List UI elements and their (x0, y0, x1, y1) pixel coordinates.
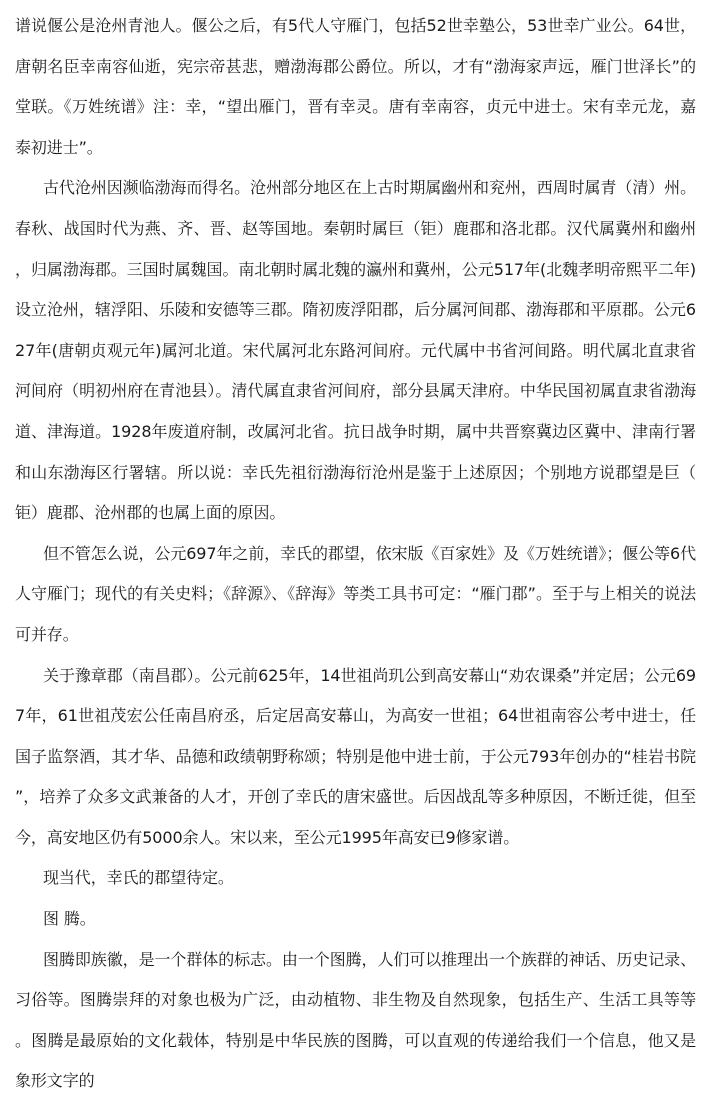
paragraph-yuzhang-commandery: 关于豫章郡（南昌郡）。公元前625年，14世祖尚玑公到高安幕山“劝农课桑”并定居；公元697年，61世祖茂宏公任南昌府丞，后定居高安幕山，为高安一世祖；64世祖南容公考中进士，任国子监祭酒，其才华、品德和政绩朝野称颂；特别是他中进士前，于公元793年创办的“桂岩书院”，培养了众多文武兼备的人才，开创了幸氏的唐宋盛世。后因战乱等多种原因，不断迁徙，但至今，高安地区仍有5000余人。宋以来，至公元1995年高安已9修家谱。 (15, 665, 696, 847)
paragraph-genealogy-origin: 谱说偃公是沧州青池人。偃公之后，有5代人守雁门，包括52世幸塾公，53世幸广业公。64世，唐朝名臣幸南容仙逝，宪宗帝甚悲，赠渤海郡公爵位。所以，才有“渤海家声远，雁门世泽长”的堂联。《万姓统谱》注：幸，“望出雁门，晋有幸灵。唐有幸南容，贞元中进士。宋有幸元龙，嘉泰初进士”。 (15, 16, 696, 157)
paragraph-yanmen-commandery: 但不管怎么说，公元697年之前，幸氏的郡望，依宋版《百家姓》及《万姓统谱》；偃公等6代人守雁门；现代的有关史料；《辞源》、《辞海》等类工具书可定：“雁门郡”。至于与上相关的说法可并存。 (15, 543, 696, 644)
paragraph-totem-description: 图腾即族徽，是一个群体的标志。由一个图腾，人们可以推理出一个族群的神话、历史记录、习俗等。图腾崇拜的对象也极为广泛，由动植物、非生物及自然现象，包括生产、生活工具等等。图腾是最原始的文化载体，特别是中华民族的图腾，可以直观的传递给我们一个信息，他又是象形文字的 (15, 949, 696, 1091)
section-heading-totem: 图 腾。 (43, 909, 96, 929)
paragraph-cangzhou-history: 古代沧州因濒临渤海而得名。沧州部分地区在上古时期属幽州和兖州，西周时属青（清）州。春秋、战国时代为燕、齐、晋、赵等国地。秦朝时属巨（钜）鹿郡和洛北郡。汉代属冀州和幽州，归属渤海郡。三国时属魏国。南北朝时属北魏的瀛州和冀州，公元517年(北魏孝明帝熙平二年)设立沧州，辖浮阳、乐陵和安德等三郡。隋初废浮阳郡，后分属河间郡、渤海郡和平原郡。公元627年(唐朝贞观元年)属河北道。宋代属河北东路河间府。元代属中书省河间路。明代属北直隶省河间府（明初州府在青池县）。清代属直隶省河间府，部分县属天津府。中华民国初属直隶省渤海道、津海道。1928年废道府制，改属河北省。抗日战争时期，属中共晋察冀边区冀中、津南行署和山东渤海区行署辖。所以说：幸氏先祖衍渤海衍沧州是鉴于上述原因；个别地方说郡望是巨（钜）鹿郡、沧州郡的也属上面的原因。 (15, 178, 696, 523)
paragraph-modern-commandery: 现当代，幸氏的郡望待定。 (43, 868, 234, 888)
